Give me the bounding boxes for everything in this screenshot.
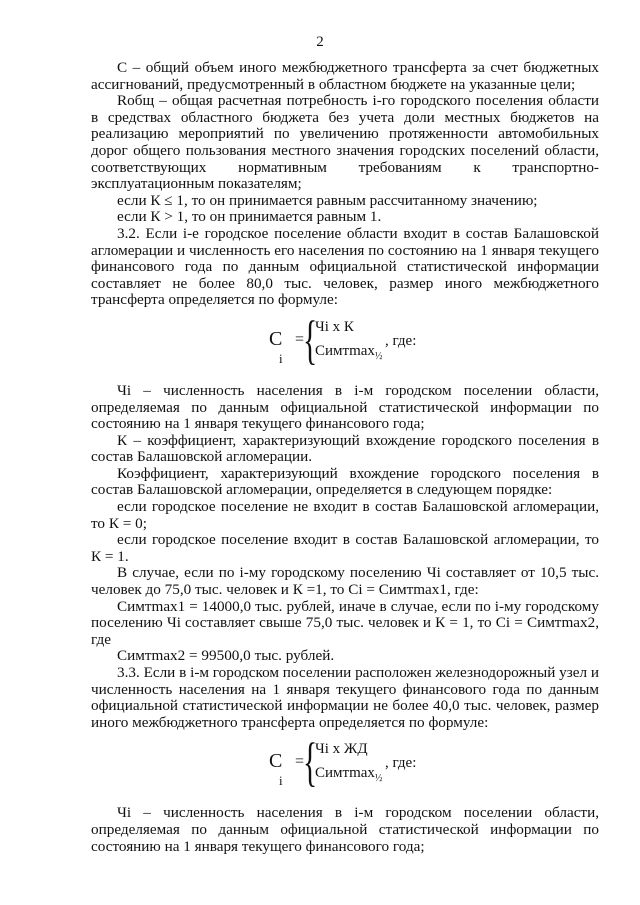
formula-lhs: C bbox=[269, 327, 283, 350]
paragraph: 3.3. Если в i-м городском поселении расположен железнодорожный узел и численность населения на 1 января текущего финансового года по данным официальной статистической информации не более 40,0 тыс. человек, размер иного межбюджетного трансферта определяется по формуле: bbox=[91, 664, 599, 731]
paragraph: Коэффициент, характеризующий вхождение городского поселения в состав Балашовской агломерации, определяется в следующем порядке: bbox=[91, 464, 599, 499]
formula-bottom-line bbox=[315, 765, 382, 788]
paragraph: 3.2. Если i-е городское поселение области входит в состав Балашовской агломерации и численность его населения по состоянию на 1 января текущего финансового года по данным официальной статистической информации составляет не более 80,0 тыс. человек, размер иного межбюджетного трансферта определяется по формуле: bbox=[91, 224, 599, 309]
paragraph: В случае, если по i-му городскому поселению Чi составляет от 10,5 тыс. человек до 75,0 тыс. человек и К =1, то Сi = Симтmax1, где: bbox=[91, 564, 599, 599]
formula-top-line: Чi х ЖД bbox=[315, 741, 368, 758]
paragraph: если К ≤ 1, то он принимается равным рассчитанному значению; bbox=[117, 191, 538, 209]
formula-lhs-subscript: i bbox=[279, 773, 283, 789]
paragraph: К – коэффициент, характеризующий вхождение городского поселения в состав Балашовской агломерации. bbox=[91, 431, 599, 466]
formula-bottom-line bbox=[315, 343, 382, 366]
paragraph: Симтmax2 = 99500,0 тыс. рублей. bbox=[117, 647, 335, 665]
page-number: 2 bbox=[316, 34, 324, 50]
paragraph: Симтmax1 = 14000,0 тыс. рублей, иначе в случае, если по i-му городскому поселению Чi составляет свыше 75,0 тыс. человек и К = 1, то Ci = Симтmax2, где bbox=[91, 597, 599, 648]
formula-bottom-subscript: ½ bbox=[374, 773, 383, 785]
paragraph: если К > 1, то он принимается равным 1. bbox=[117, 208, 382, 226]
document-body bbox=[91, 60, 599, 855]
paragraph: Чi – численность населения в i-м городском поселении области, определяемая по данным официальной статистической информации по состоянию на 1 января текущего финансового года; bbox=[91, 381, 599, 433]
formula-tail: , где: bbox=[385, 332, 417, 349]
paragraph: если городское поселение входит в состав Балашовской агломерации, то К = 1. bbox=[91, 531, 599, 565]
formula-equals: = bbox=[295, 330, 305, 348]
formula-lhs: C bbox=[269, 750, 283, 773]
formula-bottom-subscript: ½ bbox=[374, 350, 383, 362]
formula-bottom-text: Cимтmax bbox=[315, 342, 375, 359]
formula-block bbox=[91, 309, 599, 371]
formula-bottom-text: Cимтmax bbox=[315, 765, 375, 782]
formula-brace: { bbox=[303, 309, 318, 370]
formula-brace: { bbox=[303, 732, 318, 793]
formula-tail: , где: bbox=[385, 755, 417, 772]
formula-top-line: Чi х К bbox=[315, 318, 354, 335]
paragraph: Чi – численность населения в i-м городском поселении области, определяемая по данным официальной статистической информации по состоянию на 1 января текущего финансового года; bbox=[91, 804, 599, 855]
paragraph: Rобщ – общая расчетная потребность i-го городского поселения области в средствах областного бюджета без учета доли местных бюджетов на реализацию мероприятий по увеличению протяженности автомобильных дорог общего пользования местного значения городских поселений области, соответствующих нормативным требованиям к транспортно-эксплуатационным показателям; bbox=[91, 92, 599, 193]
formula-block bbox=[91, 732, 599, 793]
paragraph: если городское поселение не входит в состав Балашовской агломерации, то К = 0; bbox=[91, 498, 599, 532]
formula-equals: = bbox=[295, 753, 305, 771]
paragraph: С – общий объем иного межбюджетного трансферта за счет бюджетных ассигнований, предусмотренный в областном бюджете на указанные цели; bbox=[91, 59, 599, 93]
formula-lhs-subscript: i bbox=[279, 350, 283, 366]
